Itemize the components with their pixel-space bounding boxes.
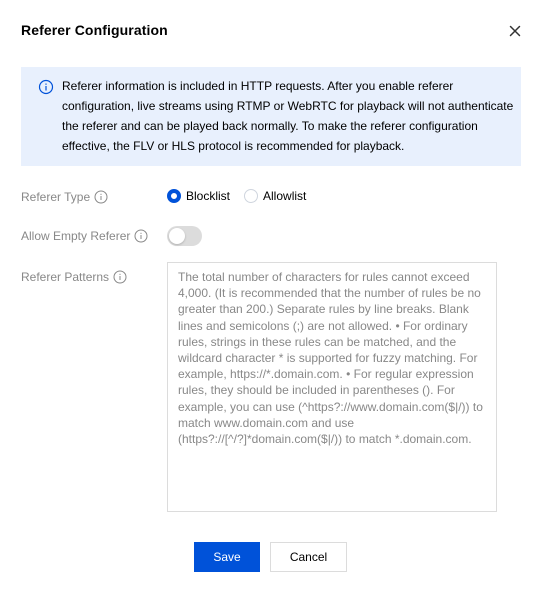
notice-text: Referer information is included in HTTP requests. After you enable referer configuration, live streams using RTMP or WebRTC for playback will not authenticate the referer and can be played back normally. To make the referer configuration effective, the FLV or HLS protocol is recommended for playback. — [62, 79, 514, 153]
cancel-button[interactable]: Cancel — [270, 542, 347, 572]
info-icon[interactable] — [113, 270, 127, 284]
info-notice — [21, 67, 521, 166]
radio-allowlist-label: Allowlist — [263, 189, 307, 203]
radio-unchecked-icon — [244, 189, 258, 203]
referer-patterns-textarea[interactable] — [167, 262, 497, 512]
radio-checked-icon — [167, 189, 181, 203]
radio-allowlist[interactable] — [244, 189, 306, 203]
toggle-knob — [169, 228, 185, 244]
referer-patterns-label-text: Referer Patterns — [21, 270, 110, 284]
referer-patterns-label — [21, 270, 127, 284]
info-icon[interactable] — [134, 229, 148, 243]
dialog-title: Referer Configuration — [21, 22, 168, 38]
info-circle-icon — [38, 79, 54, 95]
allow-empty-referer-label-text: Allow Empty Referer — [21, 229, 131, 243]
info-icon[interactable] — [94, 190, 108, 204]
referer-type-radio-group — [167, 189, 306, 203]
radio-blocklist[interactable] — [167, 189, 230, 203]
close-button[interactable] — [505, 21, 525, 41]
radio-blocklist-label: Blocklist — [186, 189, 231, 203]
save-button[interactable]: Save — [194, 542, 260, 572]
referer-type-label — [21, 190, 108, 204]
referer-type-label-text: Referer Type — [21, 190, 91, 204]
allow-empty-referer-label — [21, 229, 148, 243]
close-icon — [509, 25, 521, 37]
allow-empty-referer-toggle[interactable] — [167, 226, 202, 246]
